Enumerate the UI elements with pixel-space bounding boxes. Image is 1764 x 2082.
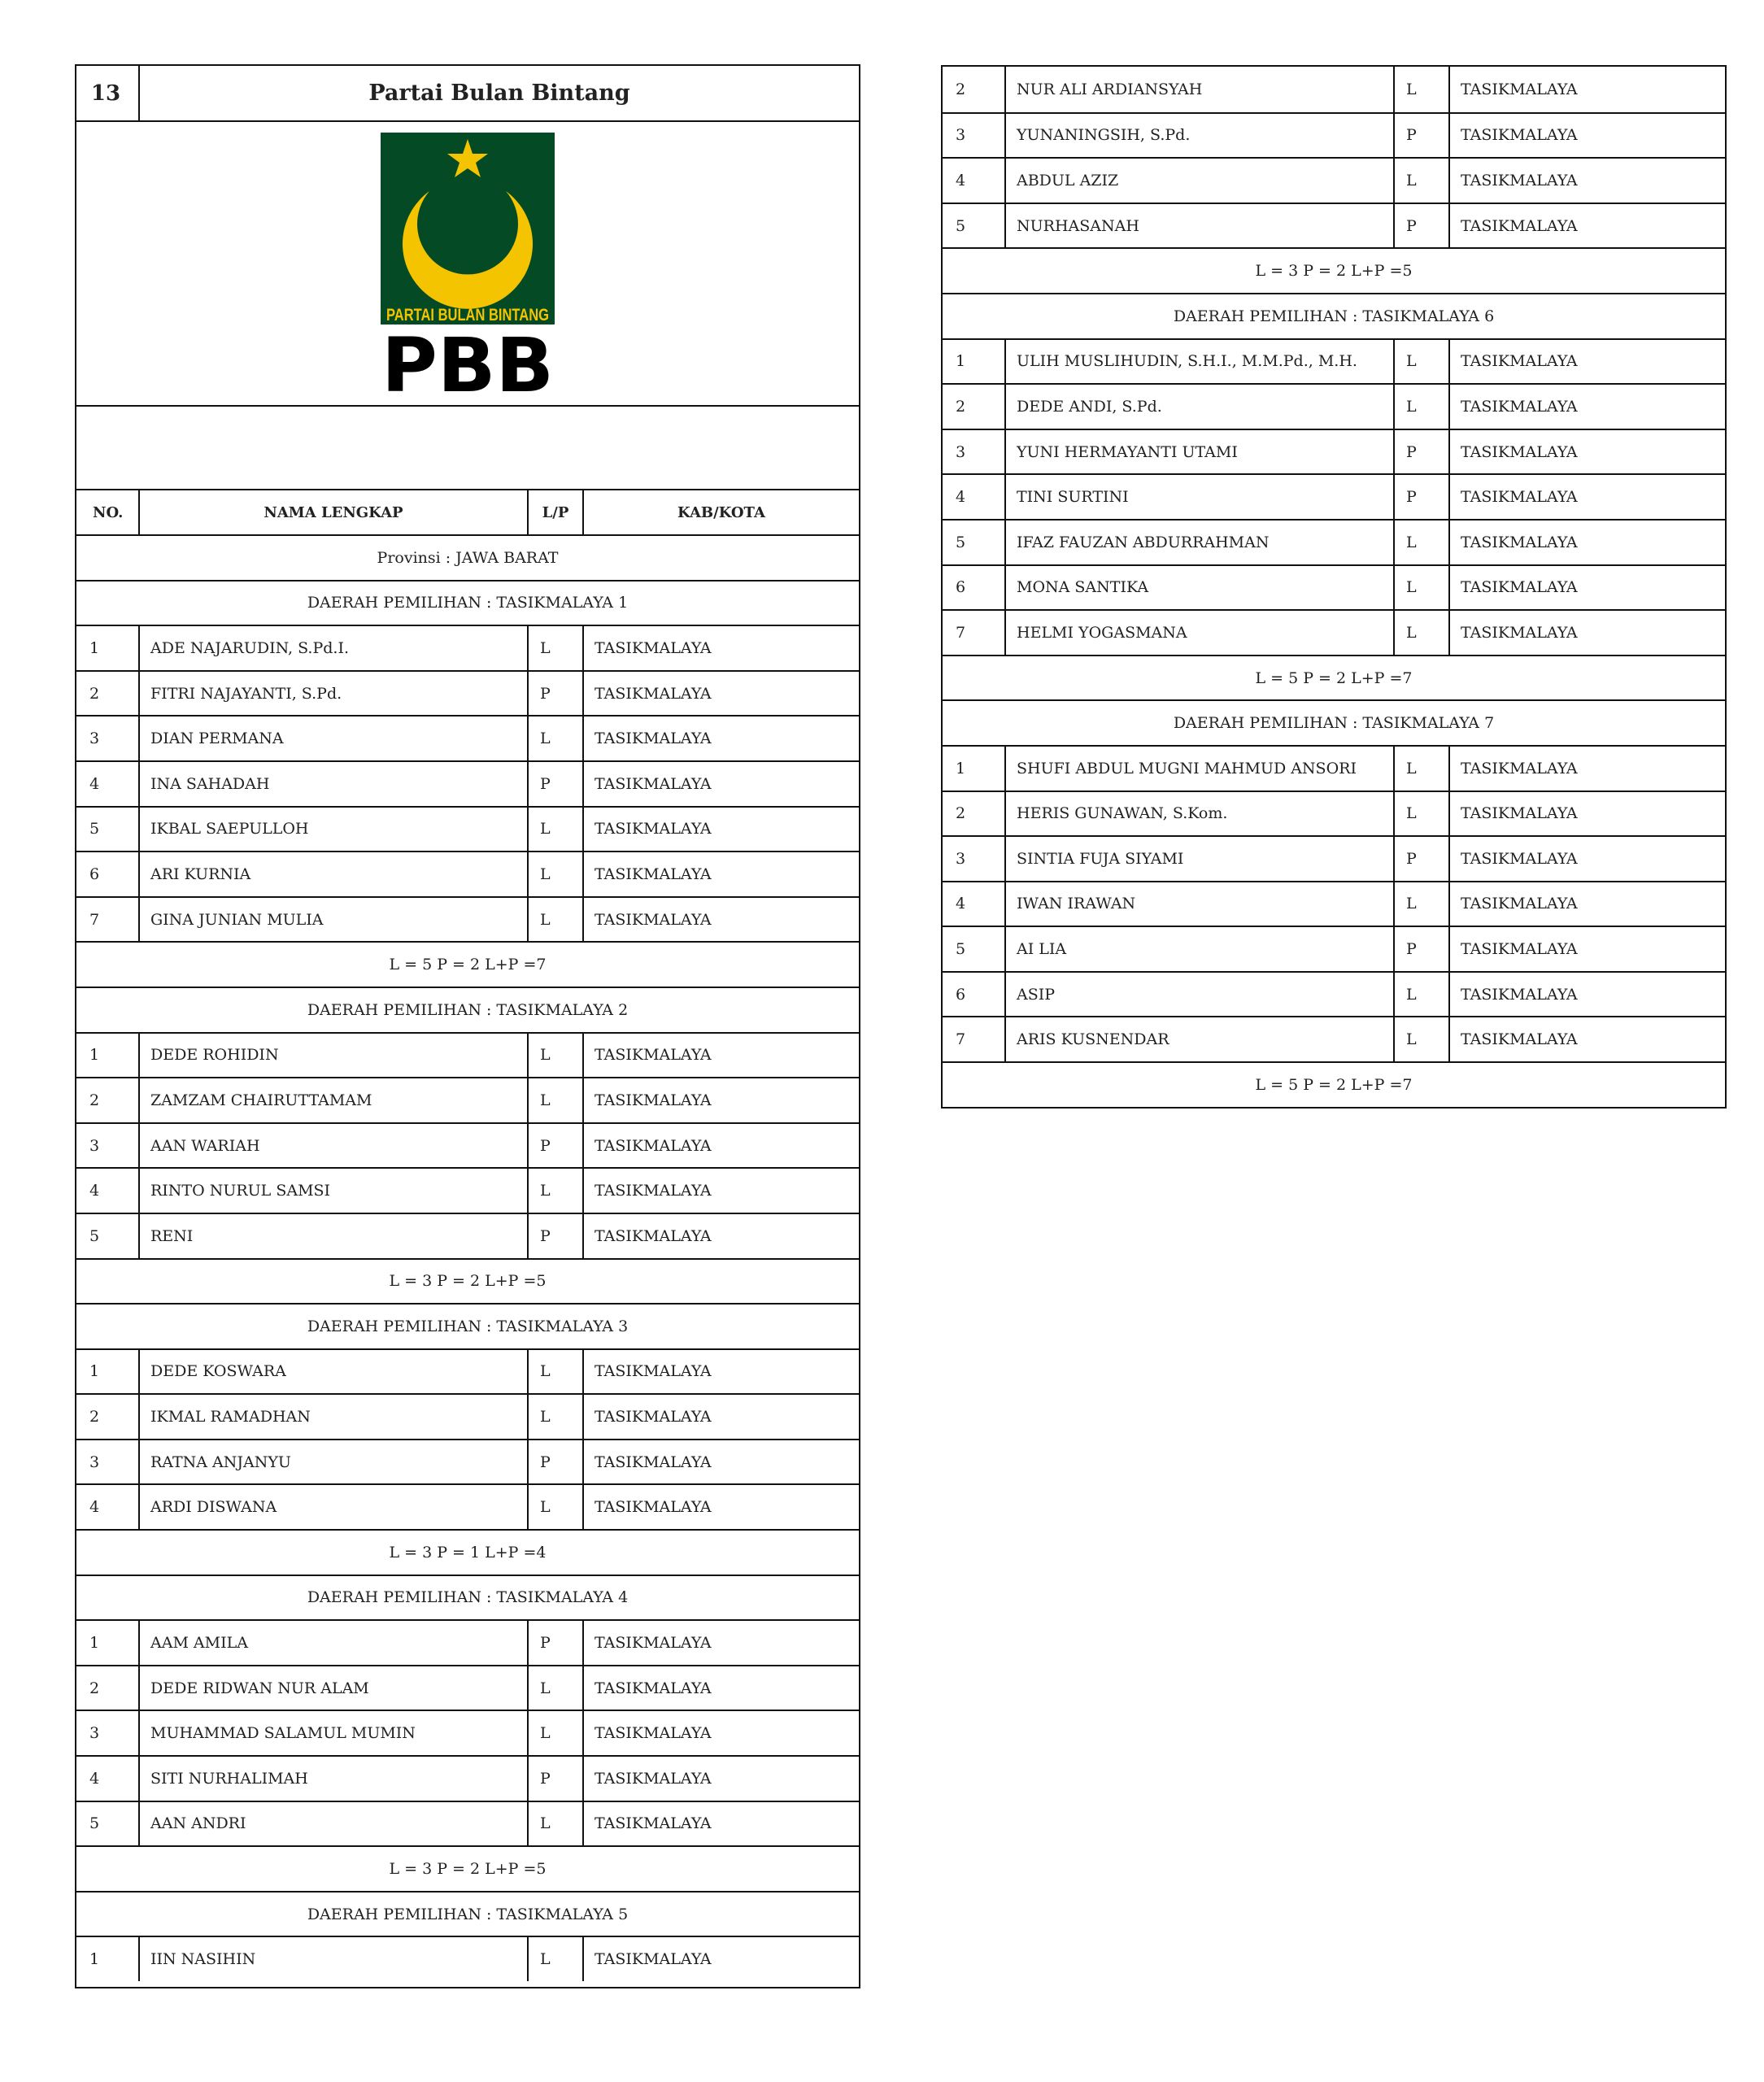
cell-kab: TASIKMALAYA [1461, 352, 1578, 371]
cell-lp: P [529, 1124, 584, 1168]
cell-name: SITI NURHALIMAH [140, 1757, 529, 1801]
table-row [76, 1167, 859, 1213]
cell-name: IFAZ FAUZAN ABDURRAHMAN [1006, 520, 1395, 564]
cell-kab: TASIKMALAYA [1461, 171, 1578, 189]
cell-no: 7 [943, 1017, 1006, 1061]
candidate-table-left [75, 64, 860, 1988]
cell-no: 1 [76, 626, 140, 670]
cell-no: 3 [76, 1124, 140, 1168]
cell-name: DEDE RIDWAN NUR ALAM [140, 1666, 529, 1710]
cell-lp: L [1395, 747, 1450, 791]
cell-no: 5 [76, 1802, 140, 1846]
cell-kab: TASIKMALAYA [1461, 804, 1578, 823]
cell-lp: P [1395, 114, 1450, 158]
cell-lp: L [529, 1711, 584, 1755]
dapil-summary: L = 3 P = 1 L+P =4 [76, 1529, 859, 1575]
table-row [943, 429, 1725, 474]
cell-name: HERIS GUNAWAN, S.Kom. [1006, 792, 1395, 836]
table-row [943, 67, 1725, 112]
cell-kab: TASIKMALAYA [595, 1679, 712, 1697]
cell-lp: P [1395, 475, 1450, 519]
cell-name: RINTO NURUL SAMSI [140, 1169, 529, 1213]
cell-kab: TASIKMALAYA [1461, 1030, 1578, 1049]
cell-kab: TASIKMALAYA [1461, 397, 1578, 416]
cell-kab: TASIKMALAYA [595, 1362, 712, 1381]
dapil-title: DAERAH PEMILIHAN : TASIKMALAYA 1 [76, 580, 859, 625]
cell-kab: TASIKMALAYA [1461, 759, 1578, 777]
cell-kab: TASIKMALAYA [595, 1724, 712, 1743]
cell-no: 2 [76, 672, 140, 716]
cell-name: NUR ALI ARDIANSYAH [1006, 67, 1395, 112]
cell-kab: TASIKMALAYA [1461, 488, 1578, 507]
cell-no: 4 [76, 762, 140, 806]
province-row: Provinsi : JAWA BARAT [76, 534, 859, 580]
table-row [943, 112, 1725, 158]
blank-row [76, 405, 859, 489]
header-name: NAMA LENGKAP [140, 490, 529, 534]
cell-no: 3 [76, 717, 140, 760]
cell-lp: P [1395, 204, 1450, 248]
cell-lp: P [1395, 430, 1450, 474]
cell-no: 2 [76, 1078, 140, 1122]
cell-name: ASIP [1006, 973, 1395, 1017]
cell-lp: L [1395, 1017, 1450, 1061]
cell-no: 1 [943, 340, 1006, 384]
cell-lp: L [529, 1395, 584, 1439]
cell-kab: TASIKMALAYA [595, 774, 712, 793]
dapil-summary: L = 5 P = 2 L+P =7 [943, 655, 1725, 700]
cell-no: 5 [76, 1214, 140, 1258]
table-row [76, 760, 859, 806]
table-row [76, 670, 859, 716]
cell-kab: TASIKMALAYA [1461, 623, 1578, 642]
table-row [943, 971, 1725, 1017]
table-row [76, 1122, 859, 1168]
table-row [76, 1439, 859, 1484]
cell-name: GINA JUNIAN MULIA [140, 898, 529, 942]
cell-name: SHUFI ABDUL MUGNI MAHMUD ANSORI [1006, 747, 1395, 791]
cell-name: ARIS KUSNENDAR [1006, 1017, 1395, 1061]
table-row [943, 1016, 1725, 1061]
cell-no: 2 [76, 1666, 140, 1710]
cell-no: 1 [76, 1350, 140, 1394]
cell-lp: L [529, 1078, 584, 1122]
cell-no: 5 [943, 204, 1006, 248]
cell-no: 4 [943, 475, 1006, 519]
party-name: Partai Bulan Bintang [368, 81, 630, 106]
cell-lp: P [1395, 837, 1450, 881]
cell-lp: L [529, 1350, 584, 1394]
cell-name: ULIH MUSLIHUDIN, S.H.I., M.M.Pd., M.H. [1006, 340, 1395, 384]
cell-no: 5 [943, 927, 1006, 971]
cell-no: 5 [943, 520, 1006, 564]
cell-name: NURHASANAH [1006, 204, 1395, 248]
cell-lp: L [529, 1169, 584, 1213]
cell-name: DEDE KOSWARA [140, 1350, 529, 1394]
table-row [76, 896, 859, 942]
dapil-summary: L = 5 P = 2 L+P =7 [943, 1061, 1725, 1107]
table-row [76, 1348, 859, 1394]
table-row [76, 1936, 859, 1981]
cell-lp: P [1395, 927, 1450, 971]
dapil-title: DAERAH PEMILIHAN : TASIKMALAYA 7 [943, 699, 1725, 745]
header-lp: L/P [529, 490, 584, 534]
cell-lp: L [1395, 159, 1450, 203]
cell-name: HELMI YOGASMANA [1006, 611, 1395, 655]
dapil-title: DAERAH PEMILIHAN : TASIKMALAYA 3 [76, 1303, 859, 1348]
dapil-title: DAERAH PEMILIHAN : TASIKMALAYA 5 [76, 1891, 859, 1936]
cell-kab: TASIKMALAYA [595, 638, 712, 657]
table-row [943, 609, 1725, 655]
cell-kab: TASIKMALAYA [595, 1046, 712, 1065]
cell-name: IIN NASIHIN [140, 1937, 529, 1981]
logo-acronym: PBB [381, 322, 554, 409]
table-row [943, 338, 1725, 384]
cell-kab: TASIKMALAYA [1461, 216, 1578, 235]
cell-kab: TASIKMALAYA [595, 730, 712, 748]
dapil-title: DAERAH PEMILIHAN : TASIKMALAYA 6 [943, 293, 1725, 338]
cell-no: 4 [943, 882, 1006, 926]
pbb-logo-icon [381, 133, 555, 409]
cell-name: ARDI DISWANA [140, 1485, 529, 1529]
cell-name: IKBAL SAEPULLOH [140, 808, 529, 852]
cell-no: 3 [943, 430, 1006, 474]
table-row [76, 1619, 859, 1665]
cell-name: INA SAHADAH [140, 762, 529, 806]
cell-kab: TASIKMALAYA [595, 1453, 712, 1471]
cell-name: ADE NAJARUDIN, S.Pd.I. [140, 626, 529, 670]
cell-kab: TASIKMALAYA [1461, 940, 1578, 959]
cell-kab: TASIKMALAYA [595, 820, 712, 838]
logo-caption: PARTAI BULAN BINTANG [386, 306, 549, 324]
cell-kab: TASIKMALAYA [1461, 533, 1578, 551]
cell-no: 6 [76, 852, 140, 896]
cell-name: ARI KURNIA [140, 852, 529, 896]
table-row [76, 1393, 859, 1439]
table-row [943, 157, 1725, 203]
cell-name: ZAMZAM CHAIRUTTAMAM [140, 1078, 529, 1122]
header-no: NO. [76, 490, 140, 534]
cell-kab: TASIKMALAYA [1461, 985, 1578, 1004]
cell-kab: TASIKMALAYA [595, 1226, 712, 1245]
cell-no: 3 [76, 1711, 140, 1755]
cell-kab: TASIKMALAYA [595, 1182, 712, 1200]
cell-kab: TASIKMALAYA [595, 684, 712, 703]
table-row [76, 1755, 859, 1801]
table-row [943, 203, 1725, 248]
cell-lp: L [1395, 566, 1450, 610]
cell-name: MONA SANTIKA [1006, 566, 1395, 610]
cell-no: 7 [943, 611, 1006, 655]
table-row [76, 1032, 859, 1078]
cell-lp: L [1395, 520, 1450, 564]
cell-no: 2 [76, 1395, 140, 1439]
cell-name: MUHAMMAD SALAMUL MUMIN [140, 1711, 529, 1755]
cell-lp: P [529, 1757, 584, 1801]
cell-name: SINTIA FUJA SIYAMI [1006, 837, 1395, 881]
cell-lp: L [1395, 792, 1450, 836]
cell-name: AAN ANDRI [140, 1802, 529, 1846]
cell-no: 3 [943, 114, 1006, 158]
dapil-summary: L = 3 P = 2 L+P =5 [943, 247, 1725, 293]
cell-lp: L [529, 626, 584, 670]
cell-kab: TASIKMALAYA [595, 865, 712, 883]
party-header [76, 66, 859, 120]
cell-lp: L [1395, 973, 1450, 1017]
cell-lp: L [1395, 611, 1450, 655]
cell-name: DIAN PERMANA [140, 717, 529, 760]
cell-lp: P [529, 1440, 584, 1484]
cell-kab: TASIKMALAYA [595, 910, 712, 929]
cell-kab: TASIKMALAYA [1461, 849, 1578, 868]
column-headers [76, 489, 859, 534]
cell-no: 4 [76, 1485, 140, 1529]
cell-lp: L [1395, 882, 1450, 926]
dapil-summary: L = 3 P = 2 L+P =5 [76, 1258, 859, 1304]
table-row [76, 806, 859, 852]
cell-lp: L [529, 808, 584, 852]
cell-no: 2 [943, 792, 1006, 836]
table-row [943, 926, 1725, 971]
cell-no: 1 [76, 1621, 140, 1665]
table-row [76, 1483, 859, 1529]
cell-name: DEDE ANDI, S.Pd. [1006, 385, 1395, 429]
cell-no: 1 [76, 1034, 140, 1078]
cell-name: IKMAL RAMADHAN [140, 1395, 529, 1439]
table-row [943, 791, 1725, 836]
pbb-logo [381, 133, 555, 409]
table-row [76, 625, 859, 670]
cell-lp: P [529, 672, 584, 716]
cell-no: 6 [943, 566, 1006, 610]
cell-name: TINI SURTINI [1006, 475, 1395, 519]
cell-lp: L [1395, 340, 1450, 384]
dapil-summary: L = 3 P = 2 L+P =5 [76, 1845, 859, 1891]
dapil-summary: L = 5 P = 2 L+P =7 [76, 941, 859, 987]
cell-name: ABDUL AZIZ [1006, 159, 1395, 203]
cell-no: 2 [943, 67, 1006, 112]
table-row [943, 835, 1725, 881]
cell-no: 3 [76, 1440, 140, 1484]
table-row [943, 881, 1725, 926]
cell-kab: TASIKMALAYA [595, 1498, 712, 1517]
table-row [76, 1077, 859, 1122]
cell-no: 5 [76, 808, 140, 852]
cell-kab: TASIKMALAYA [1461, 895, 1578, 913]
cell-lp: L [529, 717, 584, 760]
table-row [943, 564, 1725, 610]
cell-name: RENI [140, 1214, 529, 1258]
table-row [76, 1710, 859, 1755]
cell-kab: TASIKMALAYA [1461, 126, 1578, 145]
candidate-table-right [941, 65, 1727, 1109]
cell-no: 4 [943, 159, 1006, 203]
cell-lp: L [529, 1485, 584, 1529]
cell-lp: L [1395, 67, 1450, 112]
cell-no: 1 [76, 1937, 140, 1981]
cell-kab: TASIKMALAYA [595, 1136, 712, 1155]
cell-name: YUNI HERMAYANTI UTAMI [1006, 430, 1395, 474]
dapil-title: DAERAH PEMILIHAN : TASIKMALAYA 4 [76, 1575, 859, 1620]
cell-name: AAN WARIAH [140, 1124, 529, 1168]
table-row [76, 1665, 859, 1710]
cell-kab: TASIKMALAYA [595, 1091, 712, 1109]
table-row [76, 1801, 859, 1846]
cell-lp: L [529, 1802, 584, 1846]
cell-no: 1 [943, 747, 1006, 791]
cell-name: IWAN IRAWAN [1006, 882, 1395, 926]
cell-kab: TASIKMALAYA [1461, 80, 1578, 98]
table-row [943, 473, 1725, 519]
cell-kab: TASIKMALAYA [595, 1408, 712, 1426]
cell-no: 7 [76, 898, 140, 942]
cell-kab: TASIKMALAYA [595, 1634, 712, 1653]
cell-no: 4 [76, 1757, 140, 1801]
table-row [943, 519, 1725, 564]
cell-name: AI LIA [1006, 927, 1395, 971]
cell-lp: L [1395, 385, 1450, 429]
cell-lp: L [529, 1937, 584, 1981]
cell-lp: L [529, 1666, 584, 1710]
cell-name: FITRI NAJAYANTI, S.Pd. [140, 672, 529, 716]
party-number: 13 [76, 66, 140, 120]
header-kab: KAB/KOTA [677, 503, 765, 521]
table-row [943, 745, 1725, 791]
cell-kab: TASIKMALAYA [1461, 442, 1578, 461]
cell-lp: P [529, 1621, 584, 1665]
cell-lp: L [529, 1034, 584, 1078]
cell-no: 6 [943, 973, 1006, 1017]
cell-name: RATNA ANJANYU [140, 1440, 529, 1484]
cell-lp: L [529, 852, 584, 896]
cell-lp: L [529, 898, 584, 942]
cell-lp: P [529, 762, 584, 806]
cell-no: 4 [76, 1169, 140, 1213]
cell-kab: TASIKMALAYA [595, 1769, 712, 1788]
table-row [76, 851, 859, 896]
cell-kab: TASIKMALAYA [595, 1950, 712, 1969]
dapil-title: DAERAH PEMILIHAN : TASIKMALAYA 2 [76, 987, 859, 1032]
cell-no: 2 [943, 385, 1006, 429]
cell-name: DEDE ROHIDIN [140, 1034, 529, 1078]
cell-name: YUNANINGSIH, S.Pd. [1006, 114, 1395, 158]
party-logo-row [76, 120, 859, 409]
table-row [76, 1213, 859, 1258]
cell-kab: TASIKMALAYA [1461, 578, 1578, 597]
table-row [76, 715, 859, 760]
cell-kab: TASIKMALAYA [595, 1814, 712, 1833]
cell-no: 3 [943, 837, 1006, 881]
cell-name: AAM AMILA [140, 1621, 529, 1665]
table-row [943, 383, 1725, 429]
cell-lp: P [529, 1214, 584, 1258]
